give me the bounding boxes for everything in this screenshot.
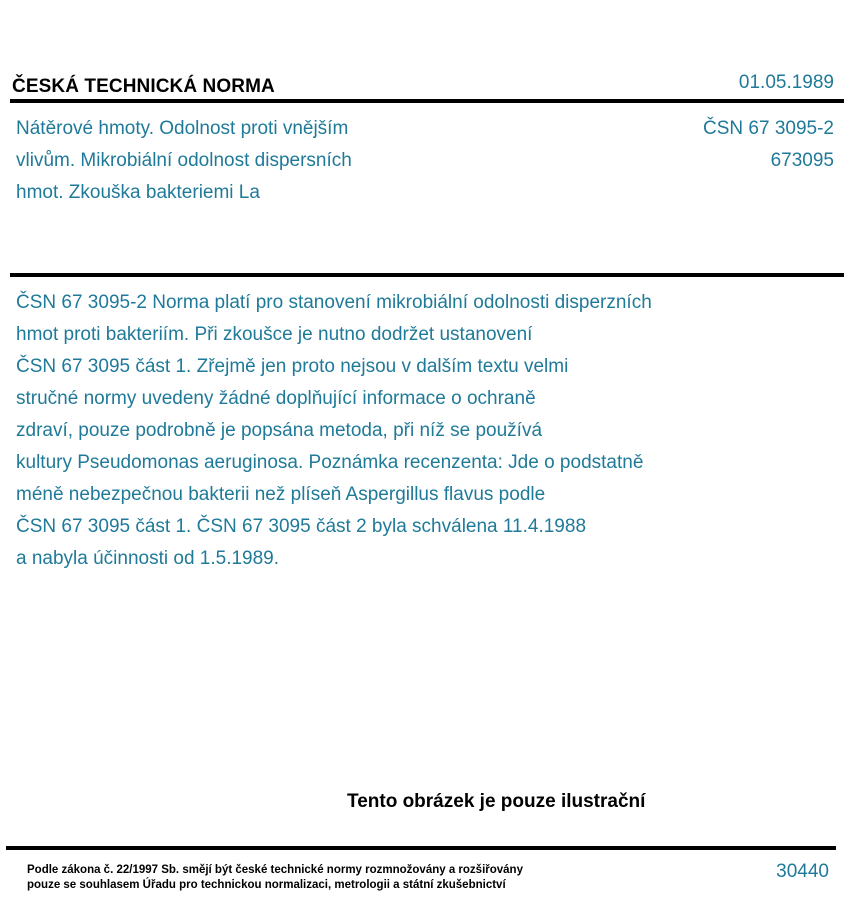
subject-line: Nátěrové hmoty. Odolnost proti vnějším	[16, 118, 349, 139]
description-line: hmot proti bakteriím. Při zkoušce je nutno dodržet ustanovení	[16, 324, 533, 345]
section-divider	[10, 273, 844, 277]
document-title: ČESKÁ TECHNICKÁ NORMA	[12, 76, 275, 97]
subject-block	[16, 113, 352, 209]
header-divider	[10, 99, 844, 103]
description-line: kultury Pseudomonas aeruginosa. Poznámka recenzenta: Jde o podstatně	[16, 452, 644, 473]
subject-line: vlivům. Mikrobiální odolnost dispersních	[16, 150, 352, 171]
code-block	[703, 113, 834, 177]
illustration-note: Tento obrázek je pouze ilustrační	[347, 791, 646, 812]
description-line: stručné normy uvedeny žádné doplňující informace o ochraně	[16, 388, 536, 409]
legal-line: Podle zákona č. 22/1997 Sb. smějí být české technické normy rozmnožovány a rozšiřovány	[27, 864, 523, 876]
description-line: ČSN 67 3095-2 Norma platí pro stanovení mikrobiální odolnosti disperzních	[16, 292, 652, 313]
legal-line: pouze se souhlasem Úřadu pro technickou normalizaci, metrologii a státní zkušebnictví	[27, 879, 506, 891]
subject-line: hmot. Zkouška bakteriemi La	[16, 182, 260, 203]
standard-code: ČSN 67 3095-2	[703, 118, 834, 139]
document-date: 01.05.1989	[738, 72, 834, 93]
catalog-number: 673095	[770, 150, 834, 171]
description-line: zdraví, pouze podrobně je popsána metoda, při níž se používá	[16, 420, 543, 441]
description-line: ČSN 67 3095 část 1. ČSN 67 3095 část 2 byla schválena 11.4.1988	[16, 516, 587, 537]
description-block	[16, 287, 652, 575]
legal-notice	[27, 863, 523, 893]
description-line: ČSN 67 3095 část 1. Zřejmě jen proto nejsou v dalším textu velmi	[16, 356, 569, 377]
description-line: méně nebezpečnou bakterii než plíseň Aspergillus flavus podle	[16, 484, 546, 505]
description-line: a nabyla účinnosti od 1.5.1989.	[16, 548, 280, 569]
footer-divider	[6, 846, 836, 850]
page-number: 30440	[776, 861, 829, 882]
